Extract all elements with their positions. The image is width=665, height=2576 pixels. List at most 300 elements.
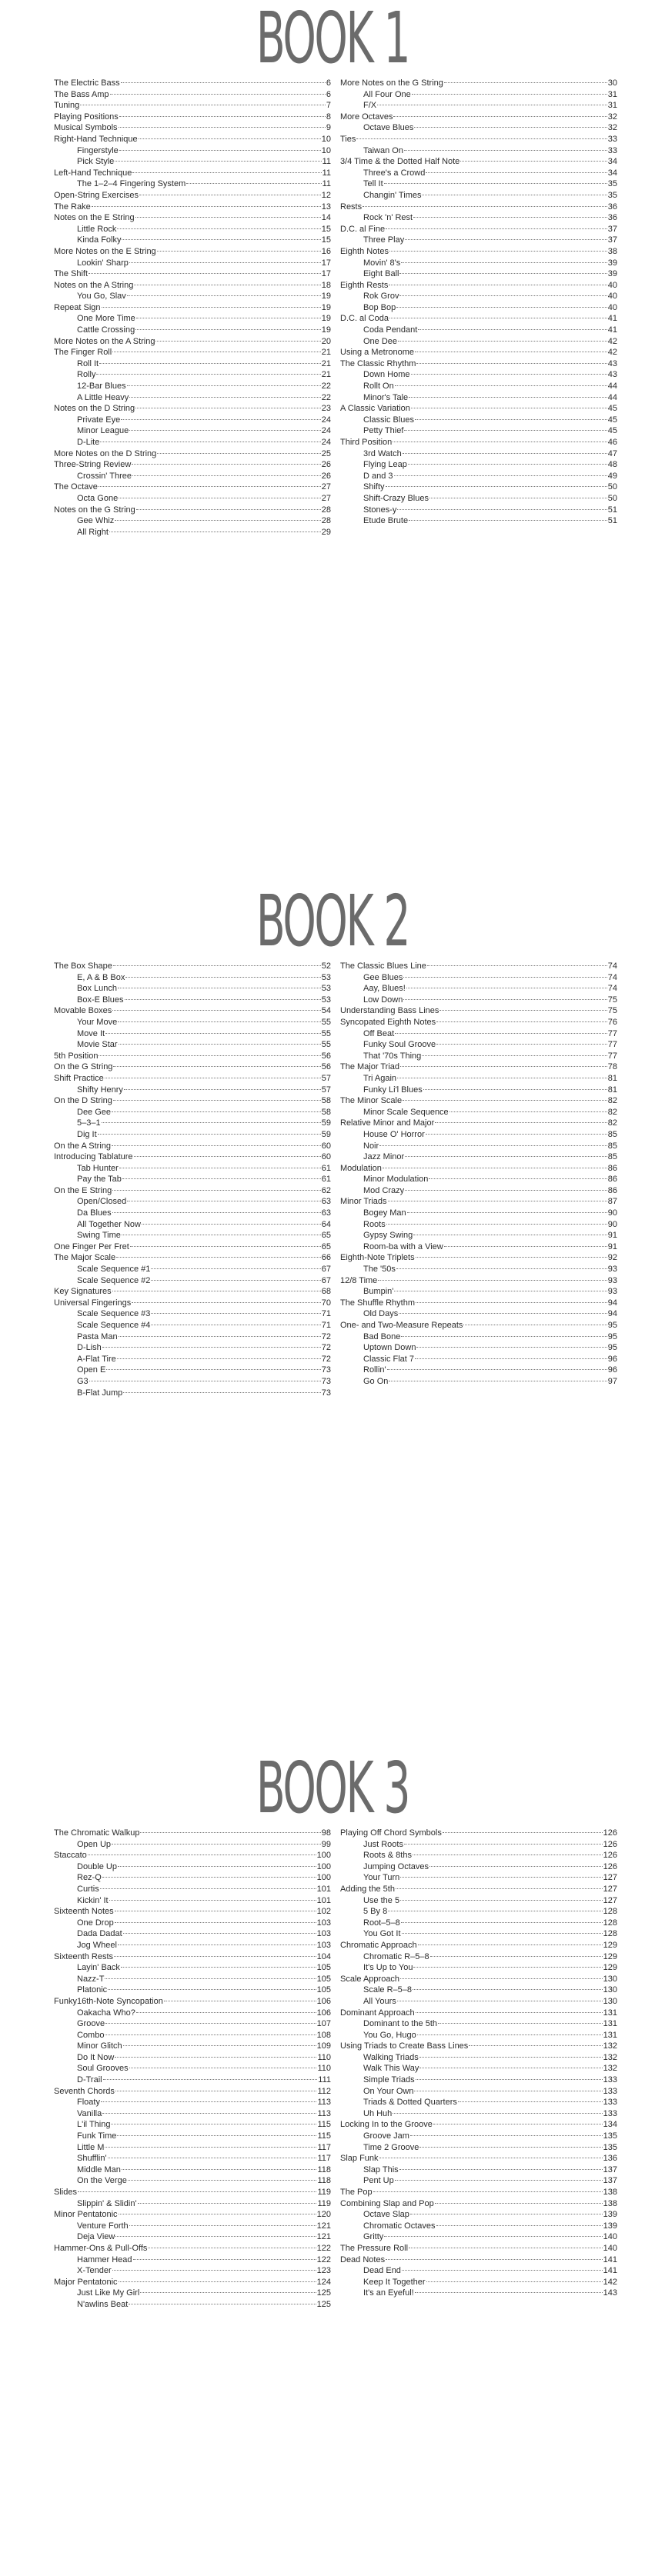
entry-title: Eighth Rests (340, 280, 389, 290)
page-number: 31 (607, 101, 617, 111)
page-number: 24 (321, 438, 331, 447)
dot-leader (115, 1922, 316, 1923)
page-number: 129 (603, 1951, 617, 1961)
dot-leader (426, 2281, 603, 2282)
dot-leader (122, 1178, 321, 1179)
dot-leader (123, 1933, 316, 1934)
page-number: 76 (607, 1017, 617, 1027)
dot-leader (395, 1033, 607, 1034)
entry-title: Layin' Back (77, 1963, 120, 1973)
dot-leader (102, 1347, 321, 1348)
toc-entry (340, 134, 617, 145)
page-number: 72 (321, 1331, 331, 1341)
page-number: 122 (316, 2243, 331, 2253)
entry-title: Movie Star (77, 1040, 118, 1050)
toc-subentry (340, 459, 617, 471)
entry-title: Playing Off Chord Symbols (340, 1828, 442, 1838)
dot-leader (118, 1866, 316, 1867)
toc-subentry (340, 2097, 617, 2108)
dot-leader (408, 464, 607, 465)
dot-leader (119, 127, 326, 128)
entry-title: Vanilla (77, 2108, 102, 2118)
toc-entry (340, 1196, 617, 1208)
entry-title: More Notes on the D String (54, 448, 157, 458)
toc-subentry (340, 336, 617, 348)
page-number: 55 (321, 1028, 331, 1038)
page-number: 72 (321, 1343, 331, 1353)
toc-entry (54, 2243, 331, 2254)
entry-title: Movable Boxes (54, 1006, 112, 1016)
page-number: 21 (321, 358, 331, 368)
page-number: 87 (607, 1197, 617, 1207)
page-number: 6 (326, 78, 331, 88)
dot-leader (121, 419, 321, 420)
dot-leader (134, 1156, 321, 1157)
page-number: 36 (607, 213, 617, 223)
page-number: 135 (603, 2142, 617, 2152)
entry-title: Bogey Man (363, 1208, 406, 1218)
toc-subentry (340, 1951, 617, 1963)
toc-subentry (340, 972, 617, 984)
page-number: 96 (607, 1354, 617, 1364)
toc-subentry (54, 178, 331, 190)
page-number: 64 (321, 1219, 331, 1229)
entry-title: Pasta Man (77, 1331, 118, 1341)
page-number: 40 (607, 302, 617, 312)
entry-title: Sixteenth Notes (54, 1907, 114, 1917)
toc-subentry (340, 983, 617, 995)
page-number: 91 (607, 1241, 617, 1251)
page-number: 138 (603, 2188, 617, 2197)
entry-title: Bop Bop (363, 302, 396, 312)
dot-leader (419, 2057, 603, 2058)
toc-entry (340, 2008, 617, 2019)
book-title: BOOK 2 (256, 880, 409, 962)
toc-subentry (340, 212, 617, 224)
entry-title: Changin' Times (363, 190, 422, 200)
entry-title: Adding the 5th (340, 1884, 395, 1894)
dot-leader (113, 1100, 321, 1101)
toc-entry (54, 505, 331, 516)
page-number: 125 (316, 2299, 331, 2309)
entry-title: Just Like My Girl (77, 2288, 140, 2298)
toc-subentry (54, 2288, 331, 2299)
entry-title: The '50s (363, 1265, 396, 1275)
page-number: 72 (321, 1354, 331, 1364)
dot-leader (418, 329, 607, 330)
page-number: 24 (321, 415, 331, 425)
entry-title: Go On (363, 1376, 389, 1386)
toc-subentry (54, 392, 331, 404)
entry-title: Dee Gee (77, 1107, 112, 1117)
page-number: 127 (603, 1884, 617, 1894)
page-number: 22 (321, 382, 331, 392)
dot-leader (113, 965, 321, 966)
dot-leader (427, 965, 607, 966)
toc-entry (340, 246, 617, 258)
page-number: 23 (321, 404, 331, 414)
page-number: 86 (607, 1185, 617, 1195)
toc-subentry (54, 2018, 331, 2030)
page-number: 82 (607, 1096, 617, 1106)
entry-title: Octave Blues (363, 123, 414, 133)
toc-entry (340, 358, 617, 370)
toc-entry (54, 1051, 331, 1062)
dot-leader (117, 1358, 321, 1359)
toc-subentry (340, 2164, 617, 2176)
toc-subentry (340, 1342, 617, 1354)
page-number: 19 (321, 314, 331, 324)
toc-entry (340, 1974, 617, 1985)
dot-leader (140, 1832, 320, 1833)
dot-leader (386, 2259, 603, 2260)
toc-subentry (54, 995, 331, 1006)
page-number: 139 (603, 2221, 617, 2231)
toc-subentry (340, 1264, 617, 1275)
page-number: 30 (607, 78, 617, 88)
toc-entry (340, 1163, 617, 1175)
page-number: 46 (607, 438, 617, 447)
toc-subentry (340, 2063, 617, 2074)
entry-title: Notes on the D String (54, 404, 135, 414)
toc-entry (54, 1241, 331, 1253)
entry-title: Nazz-T (77, 1974, 105, 1984)
dot-leader (112, 1212, 321, 1213)
toc-entry (54, 280, 331, 292)
dot-leader (121, 1967, 316, 1968)
toc-entry (54, 2277, 331, 2288)
dot-leader (119, 150, 321, 151)
toc-entry (54, 1298, 331, 1309)
dot-leader (386, 228, 607, 229)
toc-subentry (340, 2131, 617, 2142)
dot-leader (449, 1111, 607, 1112)
dot-leader (393, 2113, 602, 2114)
toc-subentry (340, 1850, 617, 1861)
entry-title: Open-String Exercises (54, 190, 139, 200)
page-number: 103 (316, 1940, 331, 1950)
dot-leader (398, 341, 607, 342)
dot-leader (100, 1888, 316, 1889)
dot-leader (123, 2045, 316, 2046)
entry-title: Movin' 8's (363, 258, 401, 268)
entry-title: The Electric Bass (54, 78, 120, 88)
entry-title: Octave Slap (363, 2210, 409, 2220)
page-number: 97 (607, 1376, 617, 1386)
entry-title: On the Verge (77, 2176, 127, 2186)
toc-subentry (340, 1073, 617, 1085)
toc-subentry (54, 1118, 331, 1129)
dot-leader (401, 262, 607, 263)
page-number: 113 (317, 2108, 331, 2118)
entry-title: All Four One (363, 89, 411, 99)
toc-entry (54, 122, 331, 134)
page-number: 126 (603, 1839, 617, 1849)
dot-leader (109, 1900, 316, 1901)
toc-subentry (54, 437, 331, 448)
dot-leader (409, 397, 607, 398)
page-number: 131 (603, 2019, 617, 2029)
dot-leader (436, 1044, 607, 1045)
page-number: 6 (326, 89, 331, 99)
entry-title: Chromatic R–5–8 (363, 1951, 429, 1961)
page-number: 50 (607, 493, 617, 503)
entry-title: Pay the Tab (77, 1175, 122, 1185)
toc-subentry (54, 1196, 331, 1208)
entry-title: On the E String (54, 1185, 112, 1195)
entry-title: Jazz Minor (363, 1152, 405, 1162)
entry-title: You Got It (363, 1929, 401, 1939)
dot-leader (92, 206, 321, 207)
page-number: 56 (321, 1062, 331, 1072)
dot-leader (112, 2270, 316, 2271)
toc-entry (54, 168, 331, 179)
dot-leader (400, 1877, 602, 1878)
toc-subentry (340, 145, 617, 157)
dot-leader (419, 2147, 602, 2148)
entry-title: Major Pentatonic (54, 2277, 118, 2287)
toc-entry (54, 1185, 331, 1197)
dot-leader (119, 116, 326, 117)
dot-leader (436, 1021, 607, 1022)
page-number: 96 (607, 1365, 617, 1375)
dot-leader (435, 1122, 607, 1123)
page-number: 129 (603, 1963, 617, 1973)
entry-title: The Classic Rhythm (340, 358, 416, 368)
page-number: 139 (603, 2210, 617, 2220)
dot-leader (393, 116, 607, 117)
toc-entry (340, 1940, 617, 1951)
toc-column-right (340, 1828, 617, 2299)
entry-title: Soul Grooves (77, 2064, 129, 2074)
page-number: 85 (607, 1141, 617, 1151)
toc-subentry (54, 2030, 331, 2041)
entry-title: Minor's Tale (363, 392, 409, 402)
toc-entry (54, 190, 331, 202)
entry-title: Shifty (363, 482, 385, 492)
page-number: 59 (321, 1118, 331, 1128)
page-number: 133 (603, 2108, 617, 2118)
page-number: 81 (607, 1073, 617, 1083)
dot-leader (105, 1033, 321, 1034)
entry-title: Coda Pendant (363, 325, 418, 335)
page-number: 63 (321, 1197, 331, 1207)
page-number: 127 (603, 1895, 617, 1905)
page-number: 131 (603, 2030, 617, 2040)
page-number: 108 (316, 2030, 331, 2040)
page-number: 19 (321, 325, 331, 335)
dot-leader (139, 138, 321, 139)
toc-subentry (340, 1928, 617, 1940)
page-number: 136 (603, 2154, 617, 2164)
dot-leader (117, 2135, 316, 2136)
entry-title: Bad Bone (363, 1331, 401, 1341)
entry-title: The Pressure Roll (340, 2243, 409, 2253)
page-number: 74 (607, 984, 617, 994)
page-number: 85 (607, 1129, 617, 1139)
page-number: 129 (603, 1940, 617, 1950)
entry-title: Shufflin' (77, 2154, 107, 2164)
dot-leader (416, 1302, 607, 1303)
toc-subentry (340, 168, 617, 179)
entry-title: Your Move (77, 1017, 118, 1027)
toc-entry (54, 1151, 331, 1163)
entry-title: Keep It Together (363, 2277, 426, 2287)
entry-title: The Finger Roll (54, 348, 112, 358)
dot-leader (402, 2270, 603, 2271)
entry-title: Three's a Crowd (363, 168, 426, 178)
page-number: 101 (316, 1884, 331, 1894)
toc-entry (340, 2153, 617, 2164)
entry-title: Slap Funk (340, 2154, 379, 2164)
entry-title: Scale Sequence #4 (77, 1321, 151, 1330)
page-number: 133 (603, 2086, 617, 2096)
toc-entry (54, 1850, 331, 1861)
dot-leader (395, 385, 607, 386)
entry-title: D-Lite (77, 438, 100, 447)
toc-subentry (340, 1331, 617, 1343)
dot-leader (404, 150, 607, 151)
dot-leader (157, 251, 321, 252)
toc-subentry (54, 1264, 331, 1275)
toc-subentry (340, 122, 617, 134)
entry-title: Minor League (77, 426, 129, 436)
entry-title: The Shift (54, 269, 89, 279)
toc-entry (54, 78, 331, 89)
toc-subentry (54, 2231, 331, 2243)
dot-leader (396, 307, 607, 308)
toc-entry (340, 437, 617, 448)
toc-subentry (340, 1051, 617, 1062)
toc-subentry (340, 2221, 617, 2232)
entry-title: Cattle Crossing (77, 325, 135, 335)
dot-leader (132, 475, 321, 476)
page-number: 14 (321, 213, 331, 223)
dot-leader (128, 2180, 317, 2181)
entry-title: Three-String Review (54, 460, 132, 470)
dot-leader (399, 273, 607, 274)
toc-subentry (54, 2299, 331, 2311)
toc-subentry (340, 2108, 617, 2120)
entry-title: B-Flat Jump (77, 1388, 123, 1398)
entry-title: Petty Thief (363, 426, 404, 436)
dot-leader (413, 217, 607, 218)
dot-leader (436, 2225, 603, 2226)
toc-entry (340, 313, 617, 325)
toc-entry (54, 302, 331, 314)
entry-title: Flying Leap (363, 460, 407, 470)
entry-title: Open Up (77, 1839, 112, 1849)
page-number: 7 (326, 101, 331, 111)
toc-subentry (340, 235, 617, 246)
toc-entry (340, 2254, 617, 2266)
page-number: 107 (316, 2019, 331, 2029)
page-number: 93 (607, 1265, 617, 1275)
toc-entry (54, 347, 331, 358)
toc-subentry (54, 369, 331, 381)
toc-subentry (54, 1331, 331, 1343)
page-number: 60 (321, 1152, 331, 1162)
entry-title: 5–3–1 (77, 1118, 101, 1128)
toc-entry (340, 1298, 617, 1309)
dot-leader (99, 363, 321, 364)
page-number: 117 (317, 2154, 331, 2164)
dot-leader (410, 2135, 603, 2136)
dot-leader (108, 1989, 316, 1990)
entry-title: Jumping Octaves (363, 1861, 429, 1871)
page-number: 47 (607, 448, 617, 458)
dot-leader (363, 206, 607, 207)
page-number: 98 (321, 1828, 331, 1838)
page-number: 112 (317, 2086, 331, 2096)
dot-leader (151, 1280, 320, 1281)
page-number: 140 (603, 2232, 617, 2242)
toc-entry (54, 1996, 331, 2008)
toc-entry (340, 1320, 617, 1331)
page-number: 128 (603, 1907, 617, 1917)
page-number: 55 (321, 1040, 331, 1050)
page-number: 25 (321, 448, 331, 458)
entry-title: 5 By 8 (363, 1907, 388, 1917)
dot-leader (151, 1268, 320, 1269)
entry-title: Kinda Folky (77, 235, 122, 245)
toc-subentry (340, 515, 617, 527)
page-number: 53 (321, 984, 331, 994)
toc-entry (340, 2187, 617, 2198)
toc-subentry (340, 2288, 617, 2299)
toc-entry (340, 112, 617, 123)
dot-leader (387, 1369, 607, 1370)
dot-leader (384, 2236, 602, 2237)
toc-subentry (54, 1928, 331, 1940)
dot-leader (411, 374, 607, 375)
entry-title: Right-Hand Technique (54, 134, 138, 144)
dot-leader (423, 1089, 607, 1090)
dot-leader (112, 1111, 321, 1112)
toc-entry (340, 961, 617, 972)
toc-subentry (340, 1861, 617, 1873)
entry-title: The Chromatic Walkup (54, 1828, 140, 1838)
entry-title: Chromatic Octaves (363, 2221, 436, 2231)
page-number: 31 (607, 89, 617, 99)
toc-entry (54, 448, 331, 460)
entry-title: Shifty Henry (77, 1085, 123, 1095)
entry-title: F/X (363, 101, 377, 111)
page-number: 110 (317, 2052, 331, 2062)
toc-entry (54, 2086, 331, 2098)
page-number: 13 (321, 202, 331, 212)
entry-title: The Box Shape (54, 961, 112, 971)
page-number: 9 (326, 123, 331, 133)
toc-subentry (340, 1185, 617, 1197)
entry-title: D-Trail (77, 2075, 102, 2085)
page-number: 133 (603, 2098, 617, 2108)
entry-title: One- and Two-Measure Repeats (340, 1321, 463, 1330)
page-number: 40 (607, 280, 617, 290)
page-number: 128 (603, 1929, 617, 1939)
dot-leader (415, 1358, 607, 1359)
dot-leader (444, 1246, 607, 1247)
entry-title: The Octave (54, 482, 98, 492)
toc-entry (340, 2198, 617, 2210)
page-number: 52 (321, 961, 331, 971)
page-number: 77 (607, 1028, 617, 1038)
entry-title: Groove (77, 2019, 105, 2029)
entry-title: Third Position (340, 438, 393, 447)
toc-subentry (340, 471, 617, 482)
dot-leader (460, 161, 607, 162)
entry-title: Roots & 8ths (363, 1851, 412, 1861)
